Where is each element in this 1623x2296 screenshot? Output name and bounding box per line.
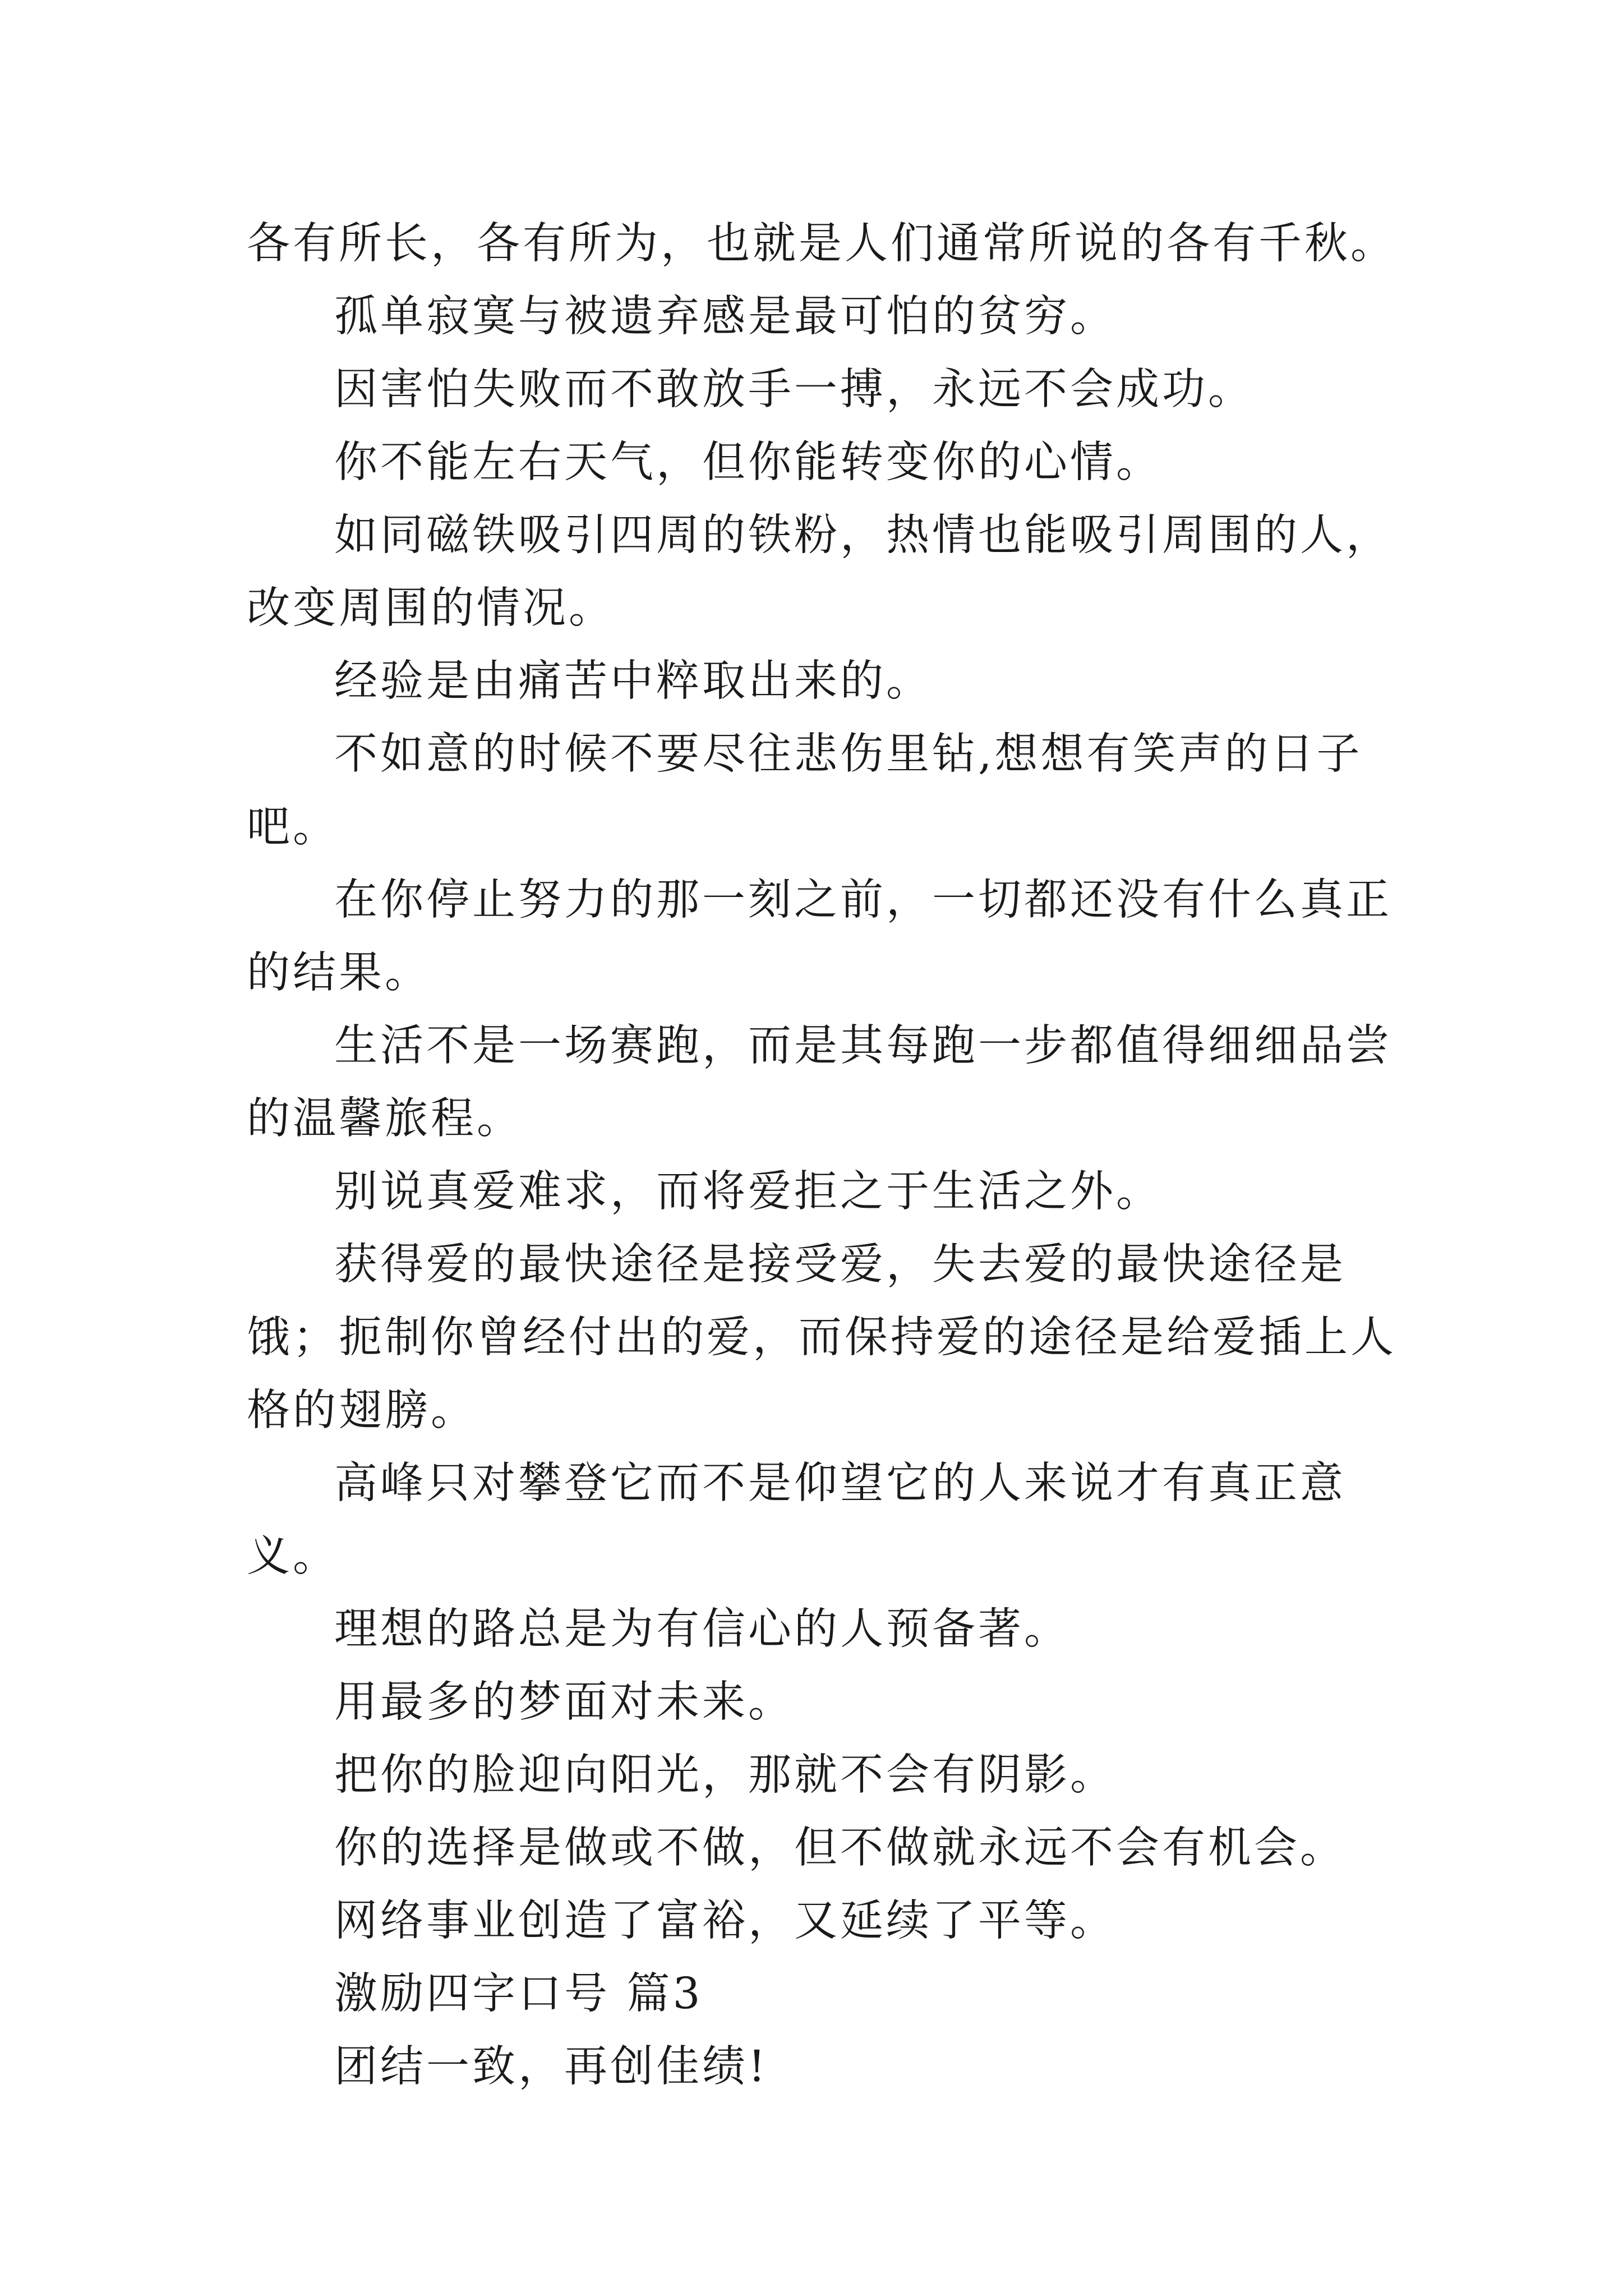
paragraph: 孤单寂寞与被遗弃感是最可怕的贫穷。 bbox=[334, 292, 1116, 342]
paragraph: 不如意的时候不要尽往悲伤里钻,想想有笑声的日子吧。 bbox=[247, 729, 1363, 852]
paragraph: 把你的脸迎向阳光，那就不会有阴影。 bbox=[334, 1750, 1116, 1800]
paragraph: 网络事业创造了富裕，又延续了平等。 bbox=[334, 1896, 1116, 1946]
paragraph-continuation: 各有所长，各有所为，也就是人们通常所说的各有千秋。 bbox=[247, 219, 1396, 269]
paragraph: 团结一致，再创佳绩! bbox=[334, 2042, 768, 2092]
paragraph: 你的选择是做或不做，但不做就永远不会有机会。 bbox=[334, 1823, 1346, 1873]
paragraph: 因害怕失败而不敢放手一搏，永远不会成功。 bbox=[334, 365, 1254, 415]
section-heading: 激励四字口号 篇3 bbox=[334, 1969, 703, 2019]
paragraph: 高峰只对攀登它而不是仰望它的人来说才有真正意义。 bbox=[247, 1458, 1346, 1581]
paragraph: 经验是由痛苦中粹取出来的。 bbox=[334, 656, 932, 706]
paragraph: 如同磁铁吸引四周的铁粉，热情也能吸引周围的人，改变周围的情况。 bbox=[247, 510, 1392, 633]
paragraph: 理想的路总是为有信心的人预备著。 bbox=[334, 1604, 1070, 1654]
paragraph: 获得爱的最快途径是接受爱，失去爱的最快途径是饿；扼制你曾经付出的爱，而保持爱的途径是给爱插上人格的翅膀。 bbox=[247, 1240, 1396, 1435]
paragraph: 在你停止努力的那一刻之前，一切都还没有什么真正的结果。 bbox=[247, 875, 1392, 998]
document-body bbox=[247, 208, 1413, 2104]
paragraph: 别说真爱难求，而将爱拒之于生活之外。 bbox=[334, 1167, 1162, 1217]
paragraph: 生活不是一场赛跑，而是其每跑一步都值得细细品尝的温馨旅程。 bbox=[247, 1021, 1392, 1144]
paragraph: 你不能左右天气，但你能转变你的心情。 bbox=[334, 438, 1162, 487]
paragraph: 用最多的梦面对未来。 bbox=[334, 1677, 794, 1727]
